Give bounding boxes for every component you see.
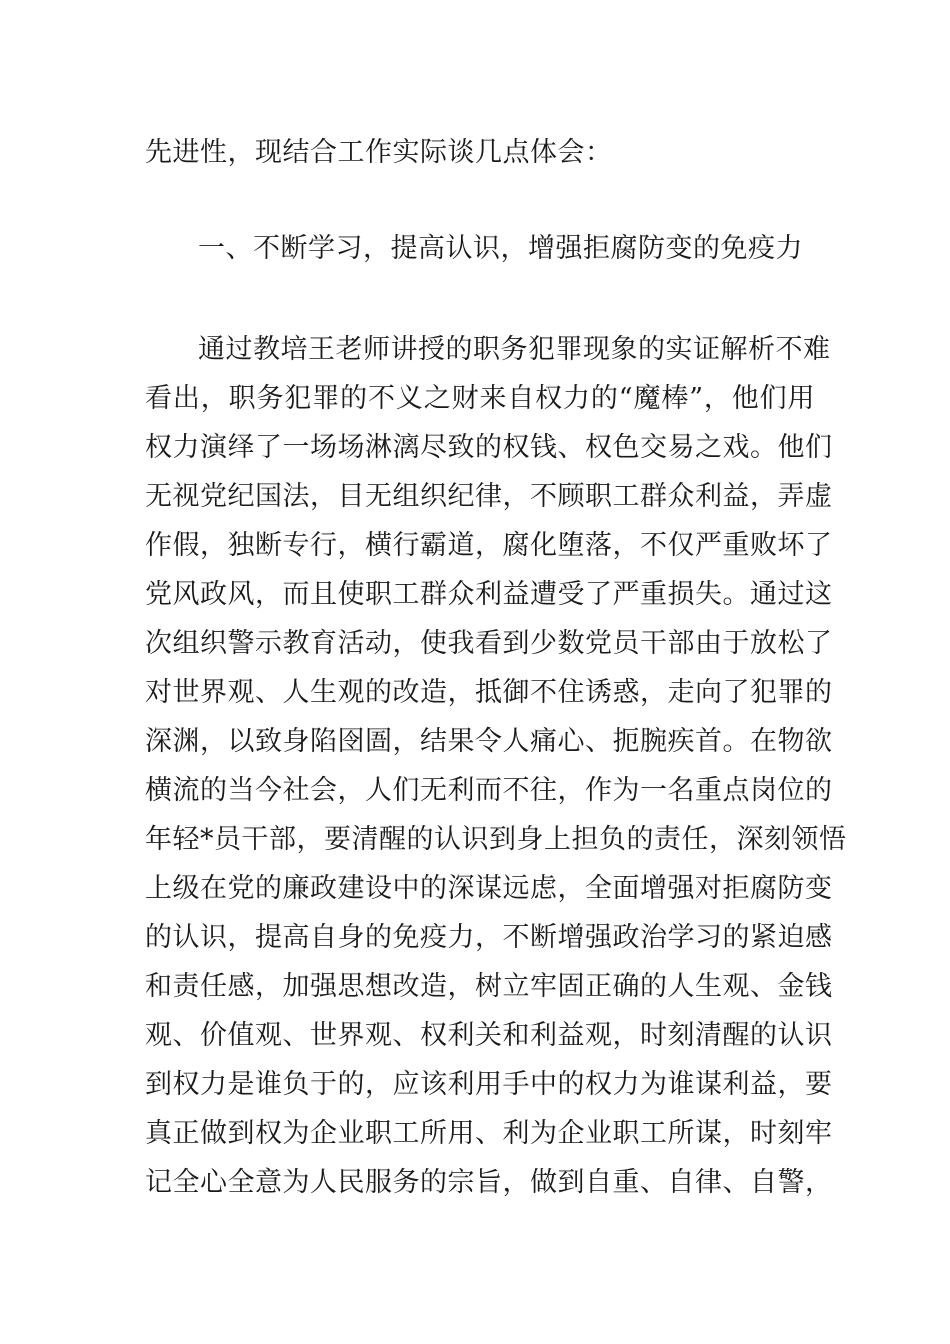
paragraph-line: 观、价值观、世界观、权利关和利益观，时刻清醒的认识 <box>145 1020 833 1051</box>
paragraph-line: 和责任感，加强思想改造，树立牢固正确的人生观、金钱 <box>145 971 833 1002</box>
paragraph-line: 真正做到权为企业职工所用、利为企业职工所谋，时刻牢 <box>145 1118 833 1149</box>
paragraph-line: 作假，独断专行，横行霸道，腐化堕落，不仅严重败坏了 <box>145 530 833 561</box>
paragraph-line: 上级在党的廉政建设中的深谋远虑，全面增强对拒腐防变 <box>145 873 833 904</box>
paragraph-line: 记全心全意为人民服务的宗旨，做到自重、自律、自警， <box>145 1167 833 1198</box>
paragraph-line: 到权力是谁负于的，应该利用手中的权力为谁谋利益，要 <box>145 1069 833 1100</box>
section-heading: 一、不断学习，提高认识，增强拒腐防变的免疫力 <box>198 233 803 264</box>
paragraph-line: 对世界观、人生观的改造，抵御不住诱惑，走向了犯罪的 <box>145 677 833 708</box>
paragraph-line: 年轻*员干部，要清醒的认识到身上担负的责任，深刻领悟 <box>145 824 847 855</box>
paragraph-line: 无视党纪国法，目无组织纪律，不顾职工群众利益，弄虚 <box>145 481 833 512</box>
intro-line: 先进性，现结合工作实际谈几点体会： <box>145 137 613 168</box>
paragraph-line: 权力演绎了一场场淋漓尽致的权钱、权色交易之戏。他们 <box>145 432 833 463</box>
paragraph-line: 深渊，以致身陷囹圄，结果令人痛心、扼腕疾首。在物欲 <box>145 726 833 757</box>
paragraph-line: 横流的当今社会，人们无利而不往，作为一名重点岗位的 <box>145 775 833 806</box>
paragraph-line: 次组织警示教育活动，使我看到少数党员干部由于放松了 <box>145 628 833 659</box>
paragraph-line: 通过教培王老师讲授的职务犯罪现象的实证解析不难 <box>198 334 831 365</box>
paragraph-line: 看出，职务犯罪的不义之财来自权力的“魔棒”，他们用 <box>145 383 815 414</box>
paragraph-line: 的认识，提高自身的免疫力，不断增强政治学习的紧迫感 <box>145 922 833 953</box>
paragraph-line: 党风政风，而且使职工群众利益遭受了严重损失。通过这 <box>145 579 833 610</box>
